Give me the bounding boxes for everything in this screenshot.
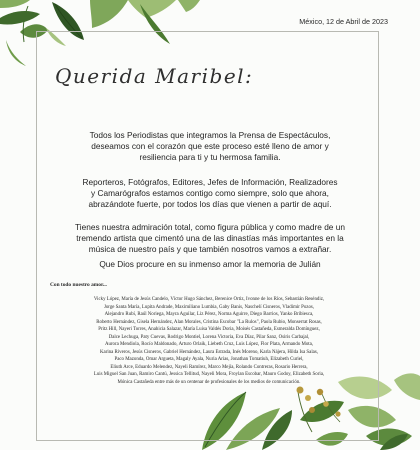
signers-line: Aurora Mendiola, Rocío Maldonado, Arturo Orlaik, Liebeth Cruz, Luis López, Flor Plata, Armando Mota, [104, 342, 314, 347]
paragraph-2-line: y Camarógrafos estamos contigo como siempre, solo que ahora, [91, 188, 329, 199]
signers-line: Mónica Castañeda entre más de un centenar de profesionales de los medios de comunicación. [117, 379, 301, 385]
paragraph-1-line: Todos los Periodistas que integramos la Prensa de Espectáculos, [89, 130, 331, 140]
signers-line: Luis Miguel San Juan, Ramiro Cantú, Jessica Tellitud, Nayeli Mora, Froylan Escobar, Mauro Godoy, Elizabeth Soria, [93, 372, 325, 377]
paragraph-1-line: resiliencia para ti y tu hermosa familia. [139, 152, 281, 163]
signers-line: Eliuth Arce, Eduardo Melendez, Nayeli Ramírez, Marco Mejía, Rolando Contreras, Rosario Herrera, [110, 364, 308, 370]
paragraph-1-line: deseamos con el corazón que este proceso esté lleno de amor y [91, 141, 329, 152]
signers-line: Alejandro Rubí, Raúl Noriega, Mayra Aguilar, Liz Pérez, Norma Aguirre, Diego Barrios, Yanko Bribiesca, [104, 312, 314, 317]
paragraph-2-line: Reporteros, Fotógrafos, Editores, Jefes de Información, Realizadores [82, 177, 338, 187]
greeting-heading: Querida Maribel: [55, 64, 254, 88]
signers-line: Karina Riveros, Jesús Cisneros, Gabriel Hernández, Laura Estrada, Inés Moreno, Karla Nájera, Hilda Isa Salas, [100, 349, 318, 355]
paragraph-3-line: Tienes nuestra admiración total, como figura pública y como madre de un [75, 222, 345, 232]
signers-title: Con todo nuestro amor... [50, 282, 107, 288]
paragraph-4 [50, 259, 370, 270]
paragraph-3 [50, 222, 370, 256]
signers-line: Paco Mazonda, Omar Argueta, Magaly Ayala, Nuria Arias, Jonathan Tomatiuh, Elizabeth Curiel, [114, 357, 304, 362]
paragraph-2 [50, 177, 370, 211]
signers-line: Dalce Lechuga, Paty Cuevas, Rodrigo Montiel, Lorena Victoria, Eva Díaz, Pilar Sanz, Osiris Carbajal, [108, 334, 310, 340]
signers-line: Vicky López, María de Jesús Candelo, Víctor Hugo Sánchez, Berenice Ortiz, Ivonne de los Ríos, Sebastián Reséndiz, [93, 297, 325, 302]
signers-line: Roberto Hernández, Gisela Hernández, Alan Morales, Cristina Escobar "La Rulos", Paola Rubio, Monserrat Rosas, [96, 319, 322, 325]
paragraph-3-line: tremendo artista que cimentó una de las dinastías más importantes en la [76, 233, 344, 244]
signers-line: Pritz Hill, Nayeri Torres, Anahicia Salazar, María Luisa Valdés Doria, Moisés Castañeda, Esmeralda Domínguez, [98, 327, 320, 332]
letter-date: México, 12 de Abril de 2023 [299, 17, 388, 26]
paragraph-3-line: música de nuestro país y que también nosotros vamos a extrañar. [88, 244, 332, 255]
paragraph-4-line: Que Dios procure en su inmenso amor la memoria de Julián [99, 259, 321, 269]
signers-list [44, 296, 374, 386]
paragraph-1 [50, 130, 370, 164]
paragraph-2-line: abrazándote fuerte, por todos los días que vienen a partir de aquí. [88, 199, 332, 210]
signers-line: Jorge Santa María, Lupita Andrade, Maximiliano Lumbia, Gaby Banis, Naschelí Cisneros, Vladimir Pozos, [103, 304, 315, 310]
